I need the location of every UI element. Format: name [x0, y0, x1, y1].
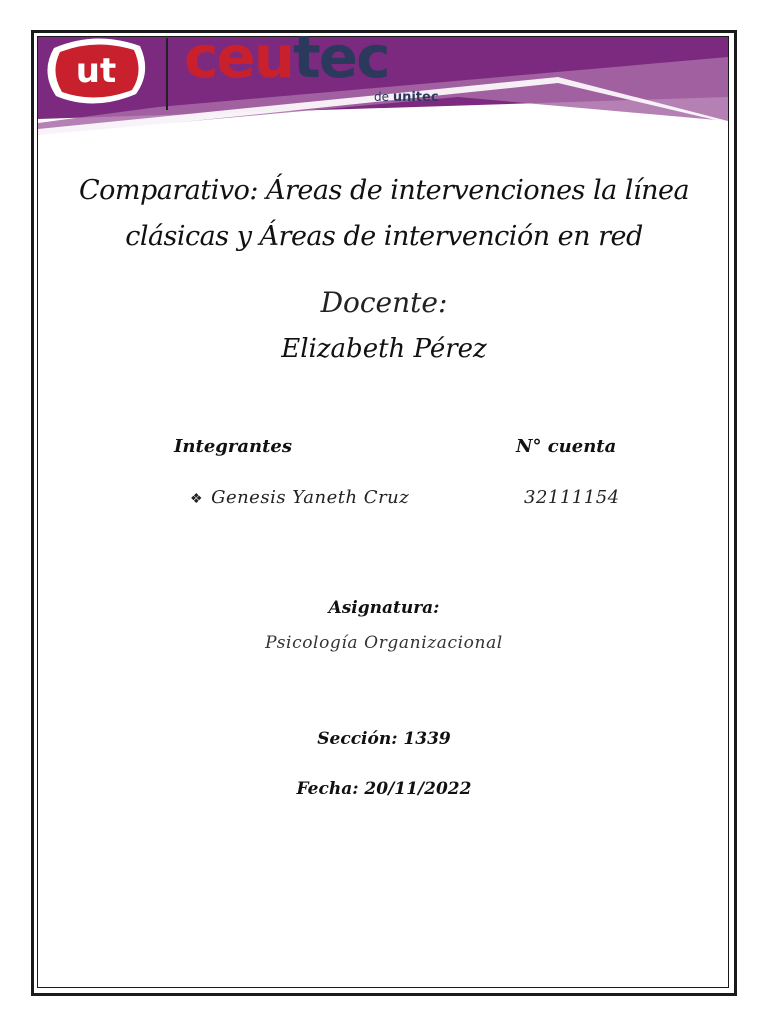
seccion: Sección: 1339	[317, 729, 451, 749]
member-name	[190, 487, 409, 508]
docente-label: Docente:	[320, 286, 448, 319]
members-header: Integrantes	[174, 436, 292, 457]
brand-subtitle	[374, 90, 439, 105]
svg-text:ut: ut	[75, 51, 117, 91]
ut-logo-icon	[44, 36, 148, 106]
account-header: N° cuenta	[516, 436, 617, 457]
diamond-bullet-icon: ❖	[190, 491, 204, 507]
asignatura-label: Asignatura:	[328, 598, 440, 618]
logo-divider	[166, 38, 168, 110]
brand-sub-name: unitec	[392, 90, 439, 105]
title-line-1: Comparativo: Áreas de intervenciones la línea	[78, 175, 690, 206]
document-title	[60, 168, 708, 260]
asignatura-value: Psicología Organizacional	[265, 633, 503, 653]
docente-name: Elizabeth Pérez	[281, 334, 487, 364]
brand-sub-prefix: de	[374, 90, 389, 104]
brand-ceu: ceu	[184, 23, 294, 91]
ceutec-logo	[184, 23, 389, 91]
fecha: Fecha: 20/11/2022	[296, 779, 472, 799]
member-account: 32111154	[524, 487, 620, 508]
title-line-2: clásicas y Áreas de intervención en red	[125, 221, 643, 252]
member-name-text: Genesis Yaneth Cruz	[211, 487, 410, 508]
brand-tec: tec	[293, 23, 389, 91]
